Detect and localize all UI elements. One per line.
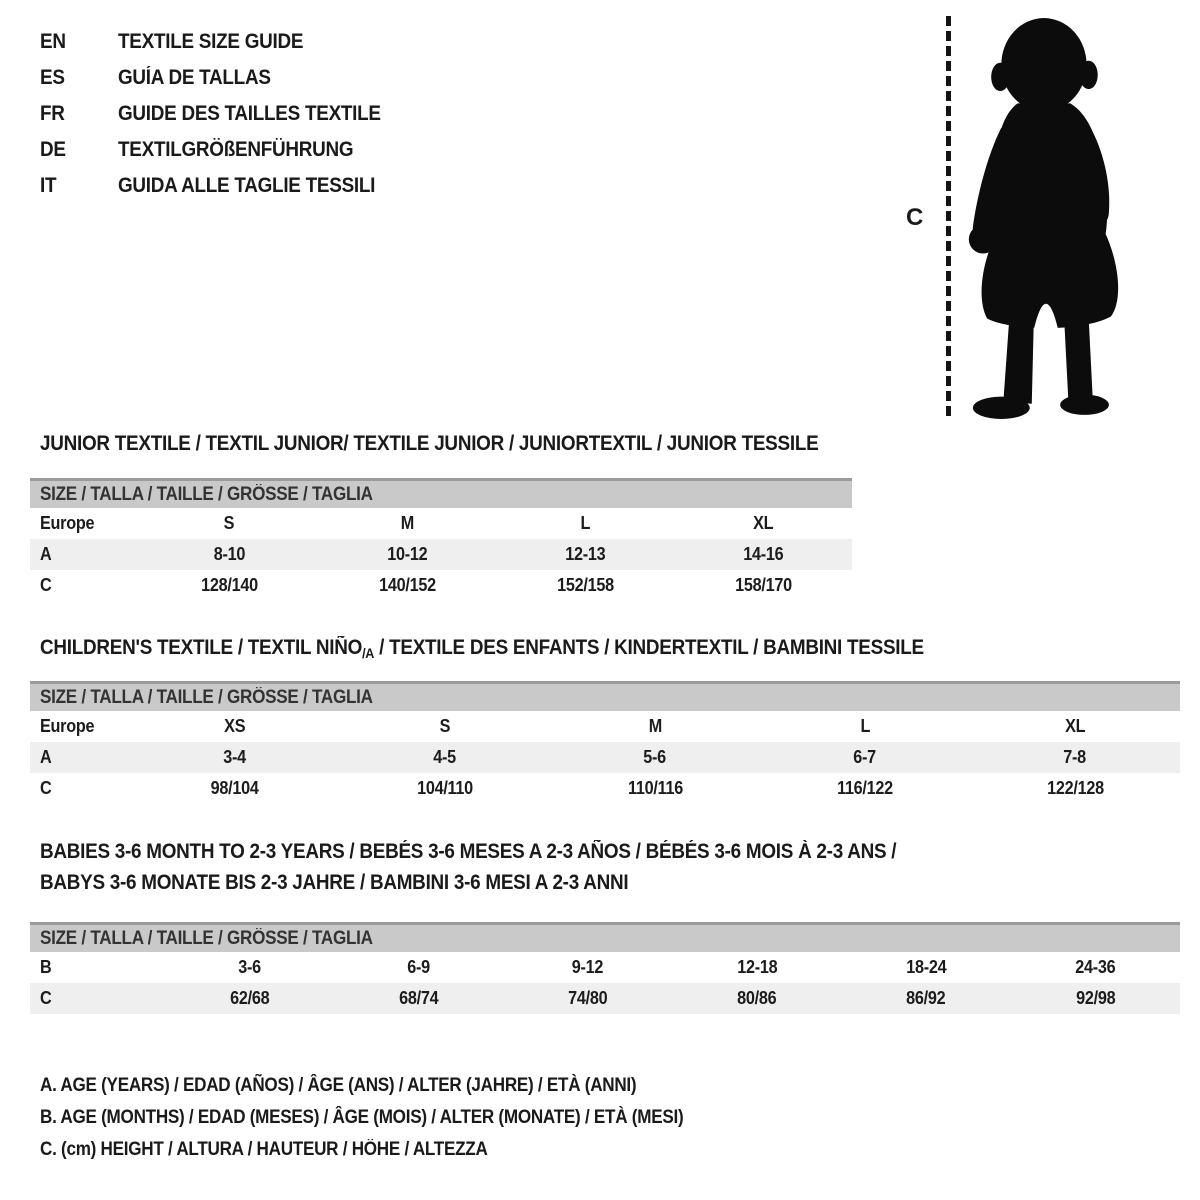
size-header-cell: SIZE / TALLA / TAILLE / GRÖSSE / TAGLIA (30, 924, 1180, 953)
junior-textile-heading: JUNIOR TEXTILE / TEXTIL JUNIOR/ TEXTILE JUNIOR / JUNIORTEXTIL / JUNIOR TESSILE (40, 432, 819, 455)
row-label-cell: C (40, 778, 52, 798)
value-cell: 110/116 (627, 778, 683, 798)
row-label-cell: C (40, 575, 52, 595)
value-cell: 12-18 (736, 957, 778, 977)
baby-right-leg (1064, 316, 1092, 399)
value-cell: 4-5 (340, 742, 550, 773)
row-label-cell: B (40, 957, 52, 977)
babies-size-table (30, 922, 1180, 1014)
language-title-list (40, 24, 410, 204)
table-header-row (30, 480, 852, 509)
value-cell: 9-12 (572, 957, 604, 977)
value-cell: 68/74 (334, 983, 503, 1014)
legend-row: A. AGE (YEARS) / EDAD (AÑOS) / ÂGE (ANS) / ALTER (JAHRE) / ETÀ (ANNI) (40, 1075, 637, 1096)
baby-head (1001, 18, 1086, 111)
value-cell: 104/110 (417, 778, 473, 798)
table-row (30, 570, 852, 601)
language-row (40, 24, 410, 60)
nino-a-subscript: /A (362, 645, 375, 661)
value-cell: 8-10 (140, 539, 318, 570)
value-cell: 5-6 (550, 742, 760, 773)
table-row (30, 742, 1180, 773)
babies-textile-heading-line1: BABIES 3-6 MONTH TO 2-3 YEARS / BEBÉS 3-6 MESES A 2-3 AÑOS / BÉBÉS 3-6 MOIS À 2-3 ANS / (40, 840, 897, 863)
junior-size-table (30, 478, 852, 601)
language-code: DE (40, 138, 66, 161)
row-label-cell: A (30, 742, 130, 773)
row-label-cell: Europe (40, 513, 95, 533)
value-cell: 98/104 (211, 778, 259, 798)
height-measure-dashed-line (946, 16, 951, 416)
value-cell: 10-12 (318, 539, 496, 570)
value-cell: 18-24 (906, 957, 947, 977)
value-cell: XL (1064, 716, 1086, 736)
legend-row: C. (cm) HEIGHT / ALTURA / HAUTEUR / HÖHE / ALTEZZA (40, 1139, 488, 1160)
table-row (30, 508, 852, 539)
value-cell: 3-4 (130, 742, 340, 773)
value-cell: L (860, 716, 870, 736)
value-cell: 7-8 (970, 742, 1180, 773)
table-row (30, 539, 852, 570)
table-header-row (30, 683, 1180, 712)
table-row (30, 773, 1180, 804)
row-label-cell: C (30, 983, 165, 1014)
table-row (30, 983, 1180, 1014)
value-cell: XL (752, 513, 774, 533)
language-row (40, 132, 410, 168)
language-code: IT (40, 174, 57, 197)
language-code: EN (40, 30, 66, 53)
guide-title: GUÍA DE TALLAS (118, 66, 271, 89)
value-cell: 152/158 (556, 575, 614, 595)
guide-title: TEXTILGRÖßENFÜHRUNG (118, 138, 354, 161)
value-cell: XS (224, 716, 246, 736)
value-cell: 6-9 (407, 957, 431, 977)
size-header-cell: SIZE / TALLA / TAILLE / GRÖSSE / TAGLIA (30, 480, 852, 509)
table-header-row (30, 924, 1180, 953)
value-cell: 62/68 (165, 983, 334, 1014)
height-measure-label: C (906, 204, 924, 231)
value-cell: S (439, 716, 451, 736)
table-row (30, 711, 1180, 742)
row-label-cell: A (30, 539, 140, 570)
guide-title: GUIDE DES TAILLES TEXTILE (118, 102, 381, 125)
value-cell: 86/92 (842, 983, 1011, 1014)
babies-textile-heading-line2: BABYS 3-6 MONATE BIS 2-3 JAHRE / BAMBINI 3-6 MESI A 2-3 ANNI (40, 871, 629, 894)
value-cell: 3-6 (238, 957, 261, 977)
value-cell: 12-13 (496, 539, 674, 570)
children-size-table (30, 681, 1180, 804)
language-code: ES (40, 66, 65, 89)
language-row (40, 96, 410, 132)
table-row (30, 952, 1180, 983)
baby-left-leg (1003, 316, 1033, 403)
baby-silhouette (956, 14, 1140, 420)
value-cell: 6-7 (760, 742, 970, 773)
value-cell: L (580, 513, 590, 533)
guide-title: TEXTILE SIZE GUIDE (118, 30, 304, 53)
legend-row: B. AGE (MONTHS) / EDAD (MESES) / ÂGE (MOIS) / ALTER (MONATE) / ETÀ (MESI) (40, 1107, 684, 1128)
value-cell: 116/122 (837, 778, 893, 798)
value-cell: 74/80 (503, 983, 672, 1014)
language-row (40, 60, 410, 96)
value-cell: 158/170 (734, 575, 792, 595)
value-cell: M (400, 513, 414, 533)
value-cell: 80/86 (672, 983, 841, 1014)
value-cell: 122/128 (1046, 778, 1104, 798)
value-cell: 14-16 (674, 539, 852, 570)
size-header-cell: SIZE / TALLA / TAILLE / GRÖSSE / TAGLIA (30, 683, 1180, 712)
language-row (40, 168, 410, 204)
children-textile-heading: CHILDREN'S TEXTILE / TEXTIL NIÑO/A / TEXTILE DES ENFANTS / KINDERTEXTIL / BAMBINI TESSILE (40, 636, 924, 661)
value-cell: 128/140 (200, 575, 258, 595)
row-label-cell: Europe (40, 716, 95, 736)
value-cell: 140/152 (378, 575, 436, 595)
value-cell: S (223, 513, 235, 533)
language-code: FR (40, 102, 65, 125)
measure-legend (40, 1070, 755, 1166)
guide-title: GUIDA ALLE TAGLIE TESSILI (118, 174, 376, 197)
value-cell: 92/98 (1011, 983, 1180, 1014)
value-cell: M (648, 716, 662, 736)
value-cell: 24-36 (1075, 957, 1116, 977)
